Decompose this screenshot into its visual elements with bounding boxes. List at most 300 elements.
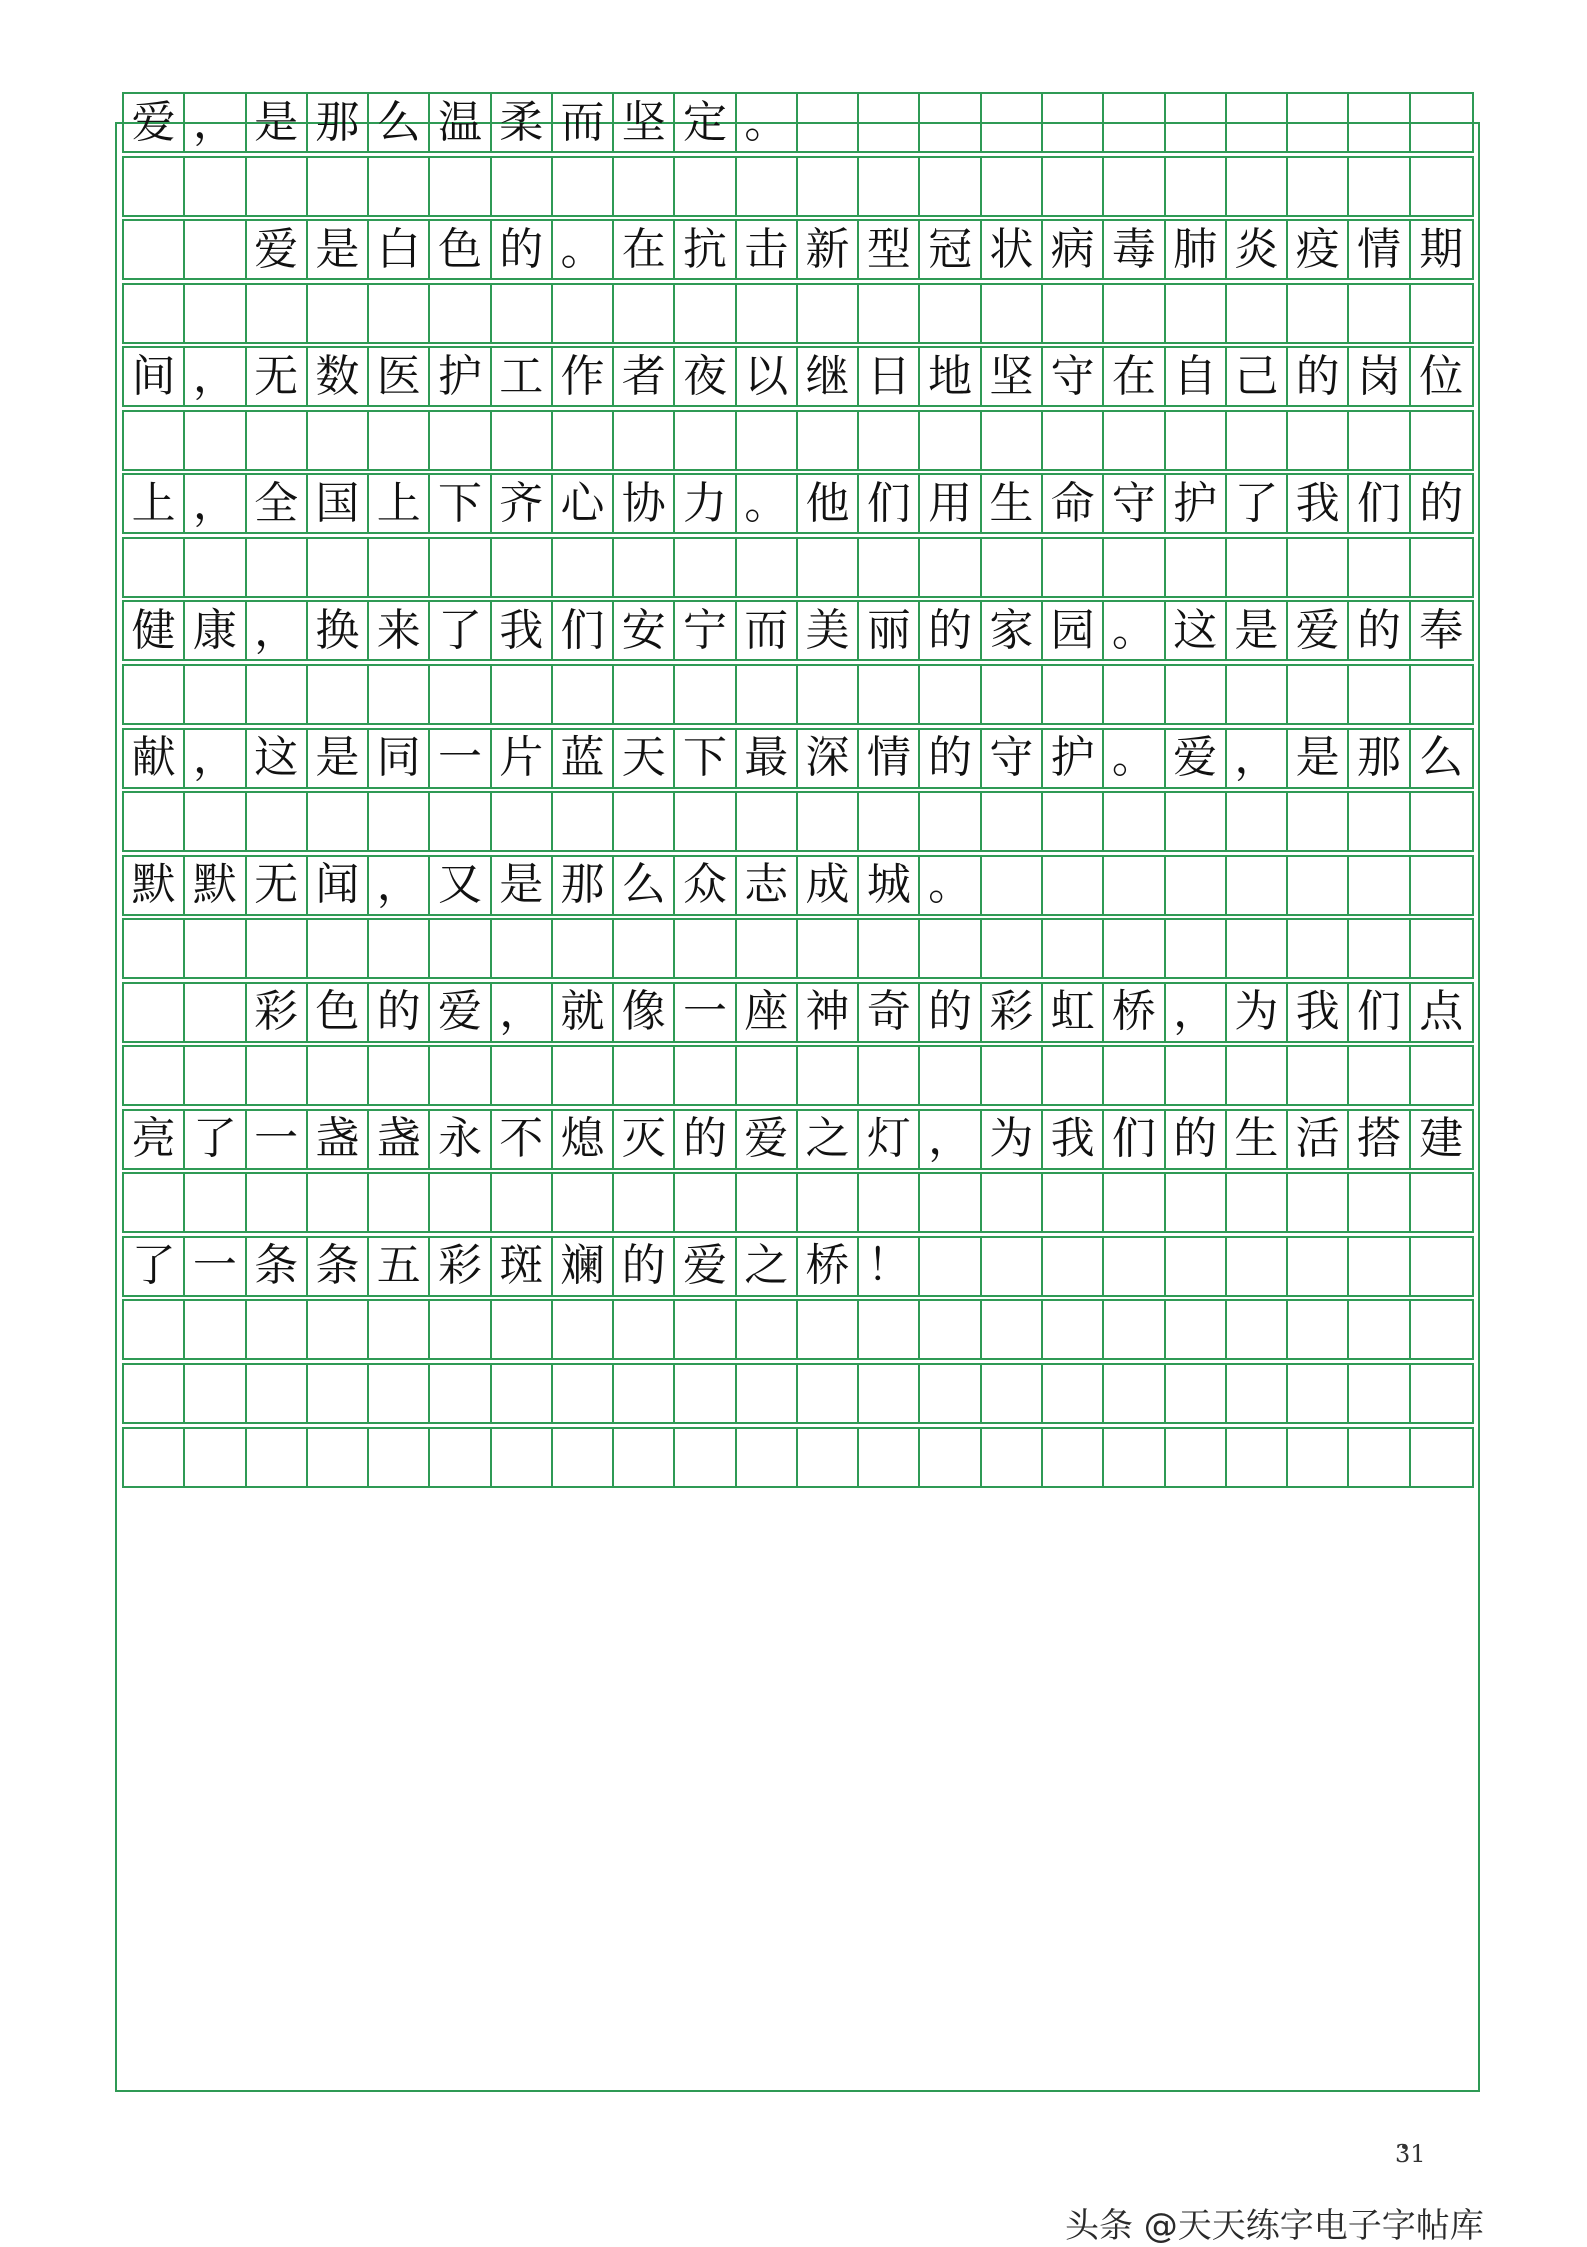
grid-cell <box>859 1365 920 1422</box>
grid-cell <box>859 94 920 151</box>
grid-cell <box>982 412 1043 469</box>
grid-cell <box>124 793 185 850</box>
grid-cell: 们 <box>859 475 920 532</box>
grid-cell <box>1227 857 1288 914</box>
grid-cell <box>492 1174 553 1231</box>
grid-cell: 护 <box>1043 730 1104 787</box>
grid-cell <box>737 285 798 342</box>
grid-cell: 永 <box>430 1111 491 1168</box>
grid-cell: 盏 <box>369 1111 430 1168</box>
grid-cell <box>308 1365 369 1422</box>
grid-cell <box>920 666 981 723</box>
grid-cell <box>920 920 981 977</box>
grid-cell <box>614 793 675 850</box>
grid-cell <box>1166 158 1227 215</box>
grid-row <box>122 1236 1474 1297</box>
grid-cell <box>124 984 185 1041</box>
grid-cell: 夜 <box>675 348 736 405</box>
grid-cell <box>430 1047 491 1104</box>
grid-cell <box>614 920 675 977</box>
grid-cell <box>308 666 369 723</box>
grid-cell <box>920 412 981 469</box>
grid-row <box>122 1363 1474 1424</box>
grid-cell <box>430 539 491 596</box>
grid-cell: 温 <box>430 94 491 151</box>
grid-cell <box>492 1365 553 1422</box>
grid-cell <box>1104 666 1165 723</box>
grid-cell <box>1166 1174 1227 1231</box>
grid-cell <box>675 1301 736 1358</box>
grid-cell <box>859 920 920 977</box>
grid-cell: 工 <box>492 348 553 405</box>
grid-cell <box>369 666 430 723</box>
grid-cell: 为 <box>1227 984 1288 1041</box>
grid-cell <box>1104 1301 1165 1358</box>
grid-cell <box>553 285 614 342</box>
grid-cell <box>614 666 675 723</box>
grid-cell <box>1227 1301 1288 1358</box>
grid-cell <box>1411 793 1472 850</box>
grid-cell <box>1166 285 1227 342</box>
grid-cell <box>1104 1174 1165 1231</box>
grid-cell: 。 <box>553 221 614 278</box>
grid-cell: 又 <box>430 857 491 914</box>
grid-cell <box>1411 1365 1472 1422</box>
grid-cell: 病 <box>1043 221 1104 278</box>
grid-cell: 了 <box>1227 475 1288 532</box>
grid-row <box>122 1172 1474 1233</box>
grid-cell <box>247 666 308 723</box>
page-number: 31 <box>1395 2140 1426 2168</box>
grid-cell <box>1411 920 1472 977</box>
grid-cell: 了 <box>430 602 491 659</box>
grid-cell <box>982 666 1043 723</box>
grid-cell: 我 <box>1288 984 1349 1041</box>
grid-cell <box>492 1429 553 1486</box>
grid-cell <box>614 539 675 596</box>
grid-cell <box>247 793 308 850</box>
watermark: 头条 @天天练字电子字帖库 <box>1065 2206 1484 2246</box>
grid-cell <box>982 1047 1043 1104</box>
grid-cell: 片 <box>492 730 553 787</box>
grid-cell: 像 <box>614 984 675 1041</box>
grid-cell <box>1043 857 1104 914</box>
grid-cell: 虹 <box>1043 984 1104 1041</box>
grid-cell <box>1411 1301 1472 1358</box>
grid-cell: 来 <box>369 602 430 659</box>
grid-cell: 作 <box>553 348 614 405</box>
grid-cell: 生 <box>982 475 1043 532</box>
grid-cell <box>553 666 614 723</box>
grid-cell <box>675 285 736 342</box>
grid-cell: 炎 <box>1227 221 1288 278</box>
grid-cell <box>247 920 308 977</box>
grid-cell: 抗 <box>675 221 736 278</box>
grid-cell <box>1349 412 1410 469</box>
grid-cell <box>1411 285 1472 342</box>
grid-cell: 了 <box>185 1111 246 1168</box>
grid-cell <box>1166 1365 1227 1422</box>
grid-cell <box>308 1174 369 1231</box>
grid-cell <box>1166 1429 1227 1486</box>
grid-cell: 情 <box>859 730 920 787</box>
grid-row <box>122 791 1474 852</box>
grid-cell <box>369 539 430 596</box>
grid-cell <box>492 1301 553 1358</box>
grid-cell <box>1288 1047 1349 1104</box>
grid-cell: 。 <box>737 94 798 151</box>
grid-cell <box>1349 857 1410 914</box>
grid-cell: 么 <box>614 857 675 914</box>
grid-cell <box>185 1429 246 1486</box>
grid-cell <box>675 920 736 977</box>
grid-row <box>122 473 1474 534</box>
grid-cell <box>1104 158 1165 215</box>
grid-cell <box>675 412 736 469</box>
grid-cell: 的 <box>1166 1111 1227 1168</box>
grid-cell <box>1043 1174 1104 1231</box>
grid-cell: 力 <box>675 475 736 532</box>
grid-cell <box>553 158 614 215</box>
grid-cell <box>1411 158 1472 215</box>
grid-cell: 桥 <box>798 1238 859 1295</box>
grid-cell <box>798 666 859 723</box>
grid-cell: ， <box>247 602 308 659</box>
grid-cell <box>920 1238 981 1295</box>
grid-cell <box>185 1047 246 1104</box>
grid-cell <box>308 1047 369 1104</box>
grid-cell <box>430 1365 491 1422</box>
grid-cell <box>124 666 185 723</box>
grid-cell <box>1166 412 1227 469</box>
grid-cell <box>430 285 491 342</box>
grid-cell <box>798 539 859 596</box>
grid-cell <box>1104 94 1165 151</box>
grid-cell: 美 <box>798 602 859 659</box>
grid-cell <box>1288 158 1349 215</box>
grid-cell: 亮 <box>124 1111 185 1168</box>
grid-cell <box>982 1238 1043 1295</box>
grid-cell: 为 <box>982 1111 1043 1168</box>
grid-cell: ， <box>185 94 246 151</box>
grid-cell: 。 <box>1104 730 1165 787</box>
grid-cell <box>124 1429 185 1486</box>
grid-cell <box>982 1301 1043 1358</box>
grid-cell: 全 <box>247 475 308 532</box>
grid-cell <box>1227 1174 1288 1231</box>
grid-cell: 一 <box>675 984 736 1041</box>
grid-cell <box>492 539 553 596</box>
grid-cell <box>369 158 430 215</box>
grid-cell: 肺 <box>1166 221 1227 278</box>
grid-cell <box>185 285 246 342</box>
grid-cell <box>247 285 308 342</box>
grid-cell: ， <box>185 730 246 787</box>
grid-cell <box>859 1174 920 1231</box>
grid-cell: 国 <box>308 475 369 532</box>
grid-cell <box>1349 793 1410 850</box>
grid-cell <box>124 920 185 977</box>
grid-cell <box>492 666 553 723</box>
grid-cell <box>1227 285 1288 342</box>
grid-cell: 斑 <box>492 1238 553 1295</box>
grid-cell: 五 <box>369 1238 430 1295</box>
grid-cell <box>737 1174 798 1231</box>
grid-cell <box>1349 920 1410 977</box>
grid-cell: 活 <box>1288 1111 1349 1168</box>
grid-cell: 色 <box>430 221 491 278</box>
grid-cell <box>308 1301 369 1358</box>
grid-cell: 护 <box>430 348 491 405</box>
grid-cell: 在 <box>614 221 675 278</box>
grid-cell: 是 <box>1227 602 1288 659</box>
grid-cell: 坚 <box>982 348 1043 405</box>
grid-row <box>122 156 1474 217</box>
grid-cell <box>982 793 1043 850</box>
grid-cell <box>859 666 920 723</box>
grid-cell <box>798 1047 859 1104</box>
grid-cell: 座 <box>737 984 798 1041</box>
grid-cell <box>1166 1301 1227 1358</box>
grid-cell: ， <box>185 348 246 405</box>
grid-cell <box>982 285 1043 342</box>
grid-cell <box>737 412 798 469</box>
grid-cell <box>1166 666 1227 723</box>
grid-cell <box>1227 1365 1288 1422</box>
grid-cell <box>1411 1429 1472 1486</box>
grid-cell <box>492 158 553 215</box>
grid-cell <box>124 1365 185 1422</box>
grid-cell <box>185 221 246 278</box>
grid-cell <box>308 158 369 215</box>
grid-row <box>122 728 1474 789</box>
grid-cell: 以 <box>737 348 798 405</box>
grid-cell <box>798 1301 859 1358</box>
grid-cell <box>1411 539 1472 596</box>
grid-cell <box>798 158 859 215</box>
grid-cell: 生 <box>1227 1111 1288 1168</box>
grid-cell <box>859 158 920 215</box>
grid-cell <box>737 1301 798 1358</box>
grid-cell: 白 <box>369 221 430 278</box>
grid-cell <box>1227 793 1288 850</box>
grid-cell <box>1288 539 1349 596</box>
grid-cell <box>185 1301 246 1358</box>
grid-cell <box>798 285 859 342</box>
grid-cell <box>1227 94 1288 151</box>
grid-cell: 位 <box>1419 350 1464 402</box>
grid-cell <box>1288 1301 1349 1358</box>
grid-cell <box>1349 1174 1410 1231</box>
grid-cell <box>1166 1047 1227 1104</box>
grid-cell <box>124 1301 185 1358</box>
grid-row <box>122 855 1474 916</box>
grid-cell: 是 <box>492 857 553 914</box>
grid-cell: 彩 <box>430 1238 491 1295</box>
grid-cell <box>675 1365 736 1422</box>
grid-cell <box>1288 1429 1349 1486</box>
grid-cell <box>1349 94 1410 151</box>
grid-cell: 上 <box>124 475 185 532</box>
grid-cell: 最 <box>737 730 798 787</box>
grid-cell <box>1166 920 1227 977</box>
grid-row <box>122 600 1474 661</box>
grid-cell <box>982 857 1043 914</box>
grid-cell: 的 <box>614 1238 675 1295</box>
grid-cell <box>859 539 920 596</box>
grid-cell <box>1349 158 1410 215</box>
grid-cell <box>859 1429 920 1486</box>
grid-cell <box>614 1174 675 1231</box>
grid-cell: 灭 <box>614 1111 675 1168</box>
grid-cell <box>308 920 369 977</box>
grid-cell: 们 <box>553 602 614 659</box>
grid-cell <box>369 285 430 342</box>
grid-cell <box>737 920 798 977</box>
grid-cell: 冠 <box>920 221 981 278</box>
grid-cell <box>247 1174 308 1231</box>
grid-cell <box>185 666 246 723</box>
grid-cell <box>369 920 430 977</box>
grid-cell <box>982 94 1043 151</box>
grid-cell <box>369 1365 430 1422</box>
grid-cell: ， <box>1227 730 1288 787</box>
grid-cell: 之 <box>798 1111 859 1168</box>
grid-cell: 。 <box>737 475 798 532</box>
grid-cell <box>798 920 859 977</box>
grid-cell <box>430 793 491 850</box>
grid-cell: 无 <box>247 857 308 914</box>
grid-cell: 那 <box>553 857 614 914</box>
grid-cell <box>1043 539 1104 596</box>
grid-cell: 日 <box>859 348 920 405</box>
grid-cell <box>247 1301 308 1358</box>
grid-cell <box>1288 793 1349 850</box>
grid-cell: 是 <box>308 221 369 278</box>
grid-cell <box>737 539 798 596</box>
grid-cell <box>1104 1429 1165 1486</box>
grid-row <box>122 283 1474 344</box>
grid-cell <box>247 1429 308 1486</box>
grid-cell <box>492 793 553 850</box>
grid-cell: 是 <box>247 94 308 151</box>
grid-cell: 么 <box>1419 732 1464 783</box>
grid-cell: 一 <box>247 1111 308 1168</box>
grid-cell <box>1166 857 1227 914</box>
grid-cell: 蓝 <box>553 730 614 787</box>
grid-cell <box>920 94 981 151</box>
grid-cell <box>1288 285 1349 342</box>
grid-cell: 那 <box>1349 730 1410 787</box>
grid-cell <box>675 666 736 723</box>
grid-cell <box>124 158 185 215</box>
grid-cell: 守 <box>1043 348 1104 405</box>
grid-cell <box>1043 666 1104 723</box>
grid-cell <box>185 793 246 850</box>
grid-cell: ！ <box>859 1238 920 1295</box>
grid-cell <box>1288 666 1349 723</box>
grid-cell: 献 <box>124 730 185 787</box>
grid-cell: 爱 <box>1288 602 1349 659</box>
grid-cell <box>1411 412 1472 469</box>
grid-cell: 了 <box>124 1238 185 1295</box>
grid-cell: 心 <box>553 475 614 532</box>
grid-cell: 命 <box>1043 475 1104 532</box>
grid-cell <box>737 1429 798 1486</box>
grid-cell <box>430 1429 491 1486</box>
grid-cell: ， <box>492 984 553 1041</box>
grid-cell: 神 <box>798 984 859 1041</box>
grid-cell <box>920 1047 981 1104</box>
grid-cell: 岗 <box>1349 348 1410 405</box>
grid-cell: 的 <box>920 602 981 659</box>
grid-cell: 默 <box>185 857 246 914</box>
grid-cell: 齐 <box>492 475 553 532</box>
grid-cell: 城 <box>859 857 920 914</box>
grid-cell <box>185 1365 246 1422</box>
grid-cell <box>369 1047 430 1104</box>
grid-cell <box>308 793 369 850</box>
grid-cell: 盏 <box>308 1111 369 1168</box>
grid-cell <box>1227 412 1288 469</box>
grid-cell: 而 <box>553 94 614 151</box>
grid-cell: 熄 <box>553 1111 614 1168</box>
grid-cell: 那 <box>308 94 369 151</box>
grid-cell: 守 <box>1104 475 1165 532</box>
grid-cell: 斓 <box>553 1238 614 1295</box>
grid-cell <box>1349 539 1410 596</box>
grid-cell: 上 <box>369 475 430 532</box>
grid-cell <box>1104 793 1165 850</box>
grid-cell <box>1288 94 1349 151</box>
grid-cell: 爱 <box>737 1111 798 1168</box>
grid-cell <box>1043 1365 1104 1422</box>
grid-cell: 闻 <box>308 857 369 914</box>
grid-cell <box>1227 666 1288 723</box>
grid-cell <box>1043 1429 1104 1486</box>
grid-cell <box>1411 1238 1472 1295</box>
grid-cell: 而 <box>737 602 798 659</box>
grid-cell <box>430 666 491 723</box>
grid-cell: 同 <box>369 730 430 787</box>
grid-cell: 彩 <box>982 984 1043 1041</box>
grid-cell: 自 <box>1166 348 1227 405</box>
grid-cell: ， <box>920 1111 981 1168</box>
grid-cell <box>1349 285 1410 342</box>
grid-cell: 家 <box>982 602 1043 659</box>
grid-cell <box>1104 285 1165 342</box>
grid-cell <box>1411 94 1472 151</box>
grid-cell: 型 <box>859 221 920 278</box>
grid-cell <box>247 539 308 596</box>
grid-cell: 建 <box>1419 1113 1464 1165</box>
grid-cell <box>982 539 1043 596</box>
grid-cell <box>1166 793 1227 850</box>
grid-cell <box>737 1047 798 1104</box>
grid-cell <box>798 1429 859 1486</box>
grid-cell: 期 <box>1419 223 1464 275</box>
grid-cell: 安 <box>614 602 675 659</box>
grid-cell <box>859 412 920 469</box>
grid-cell <box>308 412 369 469</box>
grid-cell: 守 <box>982 730 1043 787</box>
grid-cell: 下 <box>430 475 491 532</box>
grid-cell <box>430 920 491 977</box>
grid-cell <box>1043 158 1104 215</box>
grid-cell: 情 <box>1349 221 1410 278</box>
grid-cell: 。 <box>920 857 981 914</box>
grid-cell: 新 <box>798 221 859 278</box>
